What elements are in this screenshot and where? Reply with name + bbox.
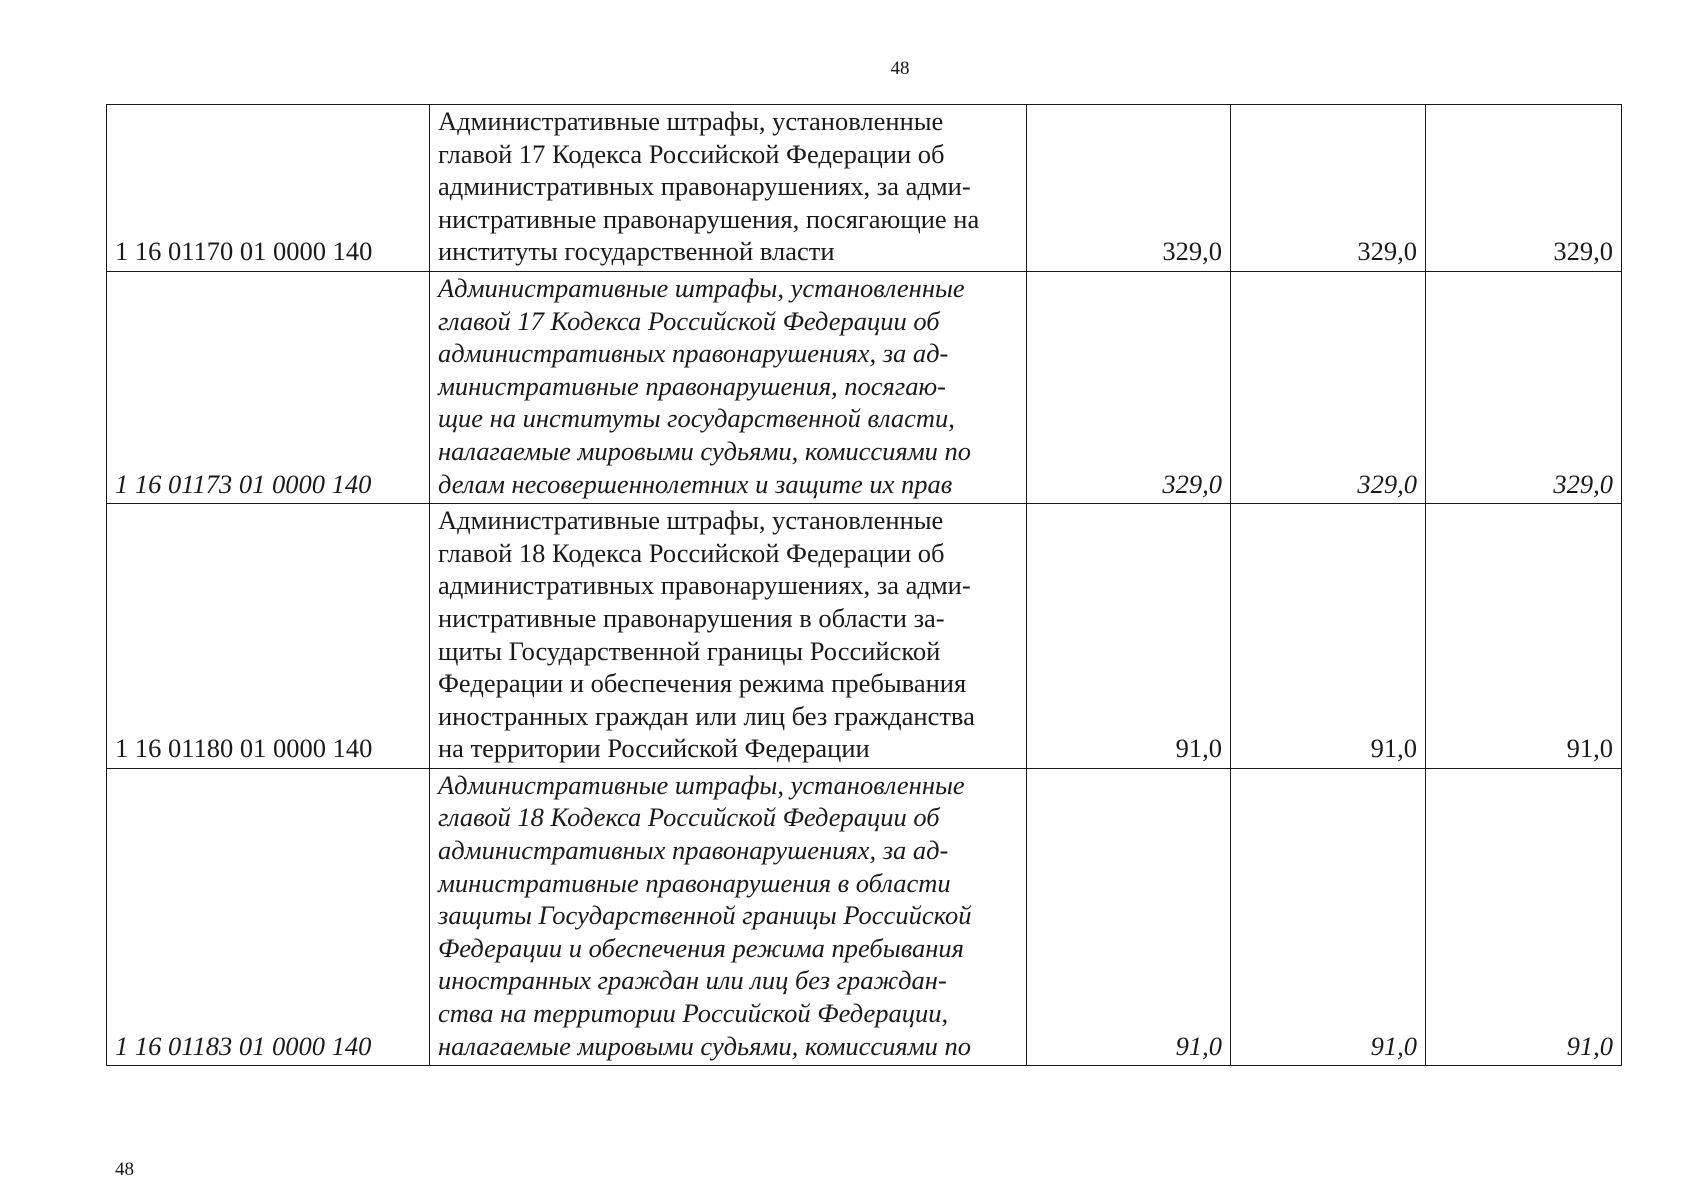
description-line: налагаемые мировыми судьями, комиссиями по — [438, 1030, 971, 1061]
amount-cell: 329,0 — [1426, 271, 1622, 503]
description-line: иностранных граждан или лиц без гражданства — [438, 700, 975, 731]
description-line: ства на территории Российской Федерации, — [438, 998, 949, 1029]
revenue-table — [106, 104, 1622, 1066]
description-line: административных правонарушениях, за адми- — [438, 171, 971, 202]
description-line: административных правонарушениях, за ад- — [438, 338, 949, 369]
budget-code-cell: 1 16 01180 01 0000 140 — [107, 504, 430, 769]
description-line: административных правонарушениях, за ад- — [438, 835, 949, 866]
description-line: Административные штрафы, установленные — [438, 505, 944, 536]
description-cell — [430, 504, 1027, 769]
amount-cell: 91,0 — [1231, 768, 1426, 1065]
description-line: Административные штрафы, установленные — [438, 272, 965, 303]
description-line: Административные штрафы, установленные — [438, 106, 944, 136]
description-line: нистративные правонарушения, посягающие на — [438, 203, 980, 234]
amount-cell: 91,0 — [1027, 768, 1231, 1065]
description-line: щие на институты государственной власти, — [438, 403, 955, 434]
description-line: главой 17 Кодекса Российской Федерации об — [438, 138, 945, 169]
description-cell — [430, 768, 1027, 1065]
amount-cell: 91,0 — [1027, 504, 1231, 769]
description-line: на территории Российской Федерации — [438, 733, 870, 764]
description-line: главой 18 Кодекса Российской Федерации об — [438, 537, 945, 568]
amount-cell: 329,0 — [1231, 105, 1426, 272]
budget-code-cell: 1 16 01183 01 0000 140 — [107, 768, 430, 1065]
description-line: налагаемые мировыми судьями, комиссиями по — [438, 435, 971, 466]
description-line: иностранных граждан или лиц без граждан- — [438, 965, 947, 996]
amount-cell: 329,0 — [1231, 271, 1426, 503]
description-line: щиты Государственной границы Российской — [438, 635, 941, 666]
description-line: министративные правонарушения в области — [438, 867, 951, 898]
table-row — [107, 105, 1622, 272]
page-number-bottom: 48 — [115, 1159, 134, 1180]
amount-cell: 329,0 — [1027, 105, 1231, 272]
budget-code-cell: 1 16 01173 01 0000 140 — [107, 271, 430, 503]
budget-code-cell: 1 16 01170 01 0000 140 — [107, 105, 430, 272]
description-line: административных правонарушениях, за адми- — [438, 570, 971, 601]
description-line: Административные штрафы, установленные — [438, 769, 965, 800]
description-cell — [430, 105, 1027, 272]
amount-cell: 91,0 — [1426, 504, 1622, 769]
table-row — [107, 768, 1622, 1065]
description-line: делам несовершеннолетних и защите их прав — [438, 468, 953, 499]
description-line: главой 17 Кодекса Российской Федерации об — [438, 305, 940, 336]
page-number-top: 48 — [890, 58, 910, 79]
amount-cell: 329,0 — [1027, 271, 1231, 503]
description-line: Федерации и обеспечения режима пребывания — [438, 932, 964, 963]
amount-cell: 329,0 — [1426, 105, 1622, 272]
amount-cell: 91,0 — [1231, 504, 1426, 769]
description-line: нистративные правонарушения в области за- — [438, 602, 945, 633]
description-cell — [430, 271, 1027, 503]
table-row — [107, 504, 1622, 769]
table-row — [107, 271, 1622, 503]
description-line: защиты Государственной границы Российской — [438, 900, 972, 931]
description-line: главой 18 Кодекса Российской Федерации об — [438, 802, 940, 833]
amount-cell: 91,0 — [1426, 768, 1622, 1065]
description-line: Федерации и обеспечения режима пребывания — [438, 668, 967, 699]
description-line: министративные правонарушения, посягаю- — [438, 370, 946, 401]
description-line: институты государственной власти — [438, 236, 835, 267]
